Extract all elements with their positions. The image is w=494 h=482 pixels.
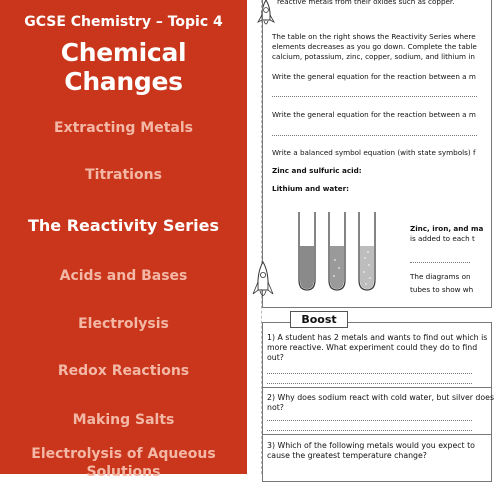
boost-tab: Boost [290,311,348,328]
divider [262,434,492,435]
answer-line[interactable] [272,96,477,97]
general-eq-prompt-2: Write the general equation for the reaction between a m [272,110,476,119]
symbol-eq-prompt: Write a balanced symbol equation (with state symbols) f [272,148,476,157]
tube-text-3: The diagrams on [410,272,471,281]
answer-line[interactable] [267,430,472,431]
answer-line[interactable] [267,373,472,374]
topic-reactivity-series[interactable]: The Reactivity Series [28,216,219,235]
divider [262,387,492,388]
para-line-3: calcium, potassium, zinc, copper, sodium, and lithium in [272,52,475,61]
rocket-icon [250,262,276,312]
answer-line[interactable] [267,420,472,421]
q2-line-1: 2) Why does sodium react with cold water, but silver does [267,393,494,402]
q2-line-2: not? [267,403,284,412]
q1-line-1: 1) A student has 2 metals and wants to find out which is [267,333,488,342]
topic-extracting-metals[interactable]: Extracting Metals [54,120,193,136]
answer-line[interactable] [267,383,472,384]
q3-line-1: 3) Which of the following metals would you expect to [267,441,475,450]
tube-text-4: tubes to show wh [410,285,474,294]
tube-text-1: Zinc, iron, and ma [410,224,484,233]
topic-panel [0,0,247,480]
header-text: reactive metals from their oxides such as copper. [277,0,455,6]
q1-line-3: out? [267,353,284,362]
answer-line[interactable] [410,262,470,263]
topic-electrolysis[interactable]: Electrolysis [78,316,169,332]
general-eq-prompt-1: Write the general equation for the reaction between a m [272,72,476,81]
para-line-1: The table on the right shows the Reactivity Series where [272,32,476,41]
q1-line-2: more reactive. What experiment could they do to find [267,343,478,352]
topic-redox-reactions[interactable]: Redox Reactions [57,363,190,379]
topic-titrations[interactable]: Titrations [85,167,162,183]
topic-electrolysis-aqueous[interactable]: Electrolysis of Aqueous Solutions [31,446,216,480]
topic-making-salts[interactable]: Making Salts [72,412,175,428]
tube-text-2: is added to each t [410,234,475,243]
course-subtitle: GCSE Chemistry – Topic 4 [24,14,223,30]
test-tubes-diagram [295,210,385,295]
lithium-water-label: Lithium and water: [272,184,350,193]
q3-line-2: cause the greatest temperature change? [267,451,427,460]
para-line-2: elements decreases as you go down. Complete the table [272,42,477,51]
zinc-sulfuric-label: Zinc and sulfuric acid: [272,166,362,175]
answer-line[interactable] [272,135,477,136]
page-title: Chemical Changes [60,38,187,96]
topic-acids-and-bases[interactable]: Acids and Bases [59,268,188,284]
worksheet-page [247,0,494,474]
